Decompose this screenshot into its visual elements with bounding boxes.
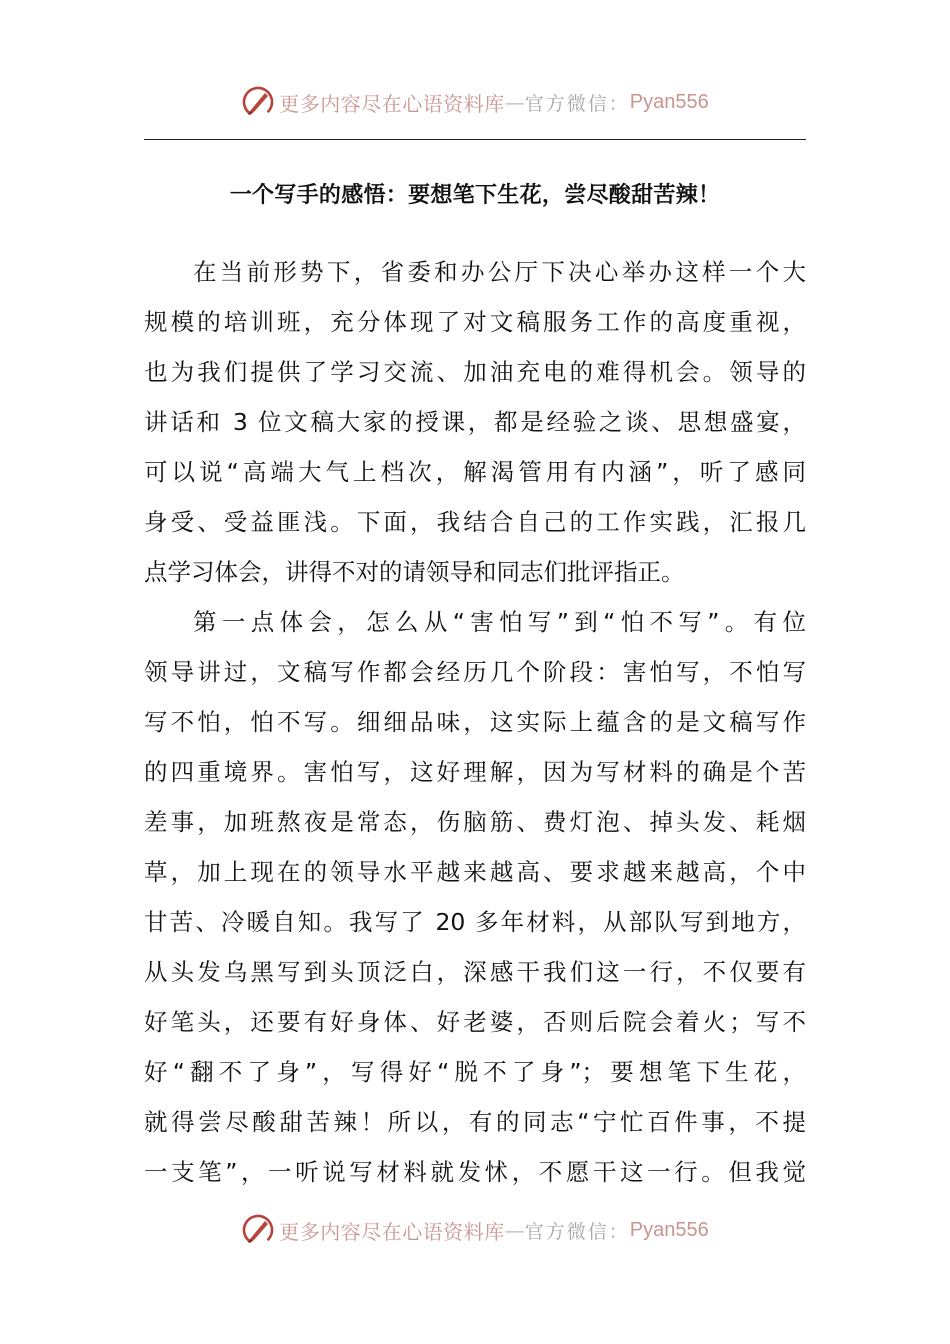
header-divider [144, 139, 806, 140]
banner-wechat-id: Pyan556 [629, 90, 709, 113]
text-line: 第一点体会，怎么从“害怕写”到“怕不写”。有位 [193, 608, 806, 636]
text-line: 也为我们提供了学习交流、加油充电的难得机会。领导的 [144, 358, 806, 386]
text-line: 写不怕，怕不写。细细品味，这实际上蕴含的是文稿写作 [144, 708, 806, 736]
banner-wechat-label: 官方微信： [524, 92, 630, 115]
text-line: 从头发乌黑写到头顶泛白，深感干我们这一行，不仅要有 [144, 958, 806, 986]
paragraph-2 [144, 597, 806, 1197]
banner-wechat-label: 官方微信： [524, 1220, 630, 1243]
banner-wechat-id: Pyan556 [629, 1218, 709, 1241]
text-line: 好“翻不了身”，写得好“脱不了身”；要想笔下生花， [144, 1058, 806, 1086]
banner-site-text: 更多内容尽在心语资料库 [279, 91, 505, 116]
footer-banner [0, 1210, 950, 1250]
text-line: 差事，加班熬夜是常态，伤脑筋、费灯泡、掉头发、耗烟 [144, 808, 806, 836]
pen-logo-icon [241, 85, 275, 119]
text-line: 规模的培训班，充分体现了对文稿服务工作的高度重视， [144, 308, 806, 336]
text-line: 就得尝尽酸甜苦辣！所以，有的同志“宁忙百件事，不提 [144, 1108, 806, 1136]
pen-logo-icon [241, 1213, 275, 1247]
text-line: 点学习体会，讲得不对的请领导和同志们批评指正。 [144, 558, 685, 586]
text-line: 在当前形势下，省委和办公厅下决心举办这样一个大 [193, 258, 806, 286]
header-banner [0, 82, 950, 122]
text-line: 草，加上现在的领导水平越来越高、要求越来越高，个中 [144, 858, 806, 886]
text-line: 讲话和 3 位文稿大家的授课，都是经验之谈、思想盛宴， [144, 408, 806, 436]
text-line: 好笔头，还要有好身体、好老婆，否则后院会着火；写不 [144, 1008, 806, 1036]
banner-separator: — [504, 1218, 525, 1242]
paragraph-1 [144, 247, 806, 597]
text-line: 的四重境界。害怕写，这好理解，因为写材料的确是个苦 [144, 758, 806, 786]
banner-site-text: 更多内容尽在心语资料库 [279, 1219, 505, 1244]
banner-separator: — [504, 90, 525, 114]
text-line: 身受、受益匪浅。下面，我结合自己的工作实践，汇报几 [144, 508, 806, 536]
text-line: 可以说“高端大气上档次，解渴管用有内涵”，听了感同 [144, 458, 806, 486]
text-line: 一支笔”，一听说写材料就发怵，不愿干这一行。但我觉 [144, 1158, 806, 1186]
document-title: 一个写手的感悟：要想笔下生花，尝尽酸甜苦辣！ [229, 183, 721, 208]
text-line: 领导讲过，文稿写作都会经历几个阶段：害怕写，不怕写 [144, 658, 806, 686]
text-line: 甘苦、冷暖自知。我写了 20 多年材料，从部队写到地方， [144, 908, 806, 936]
document-body [144, 247, 806, 1197]
